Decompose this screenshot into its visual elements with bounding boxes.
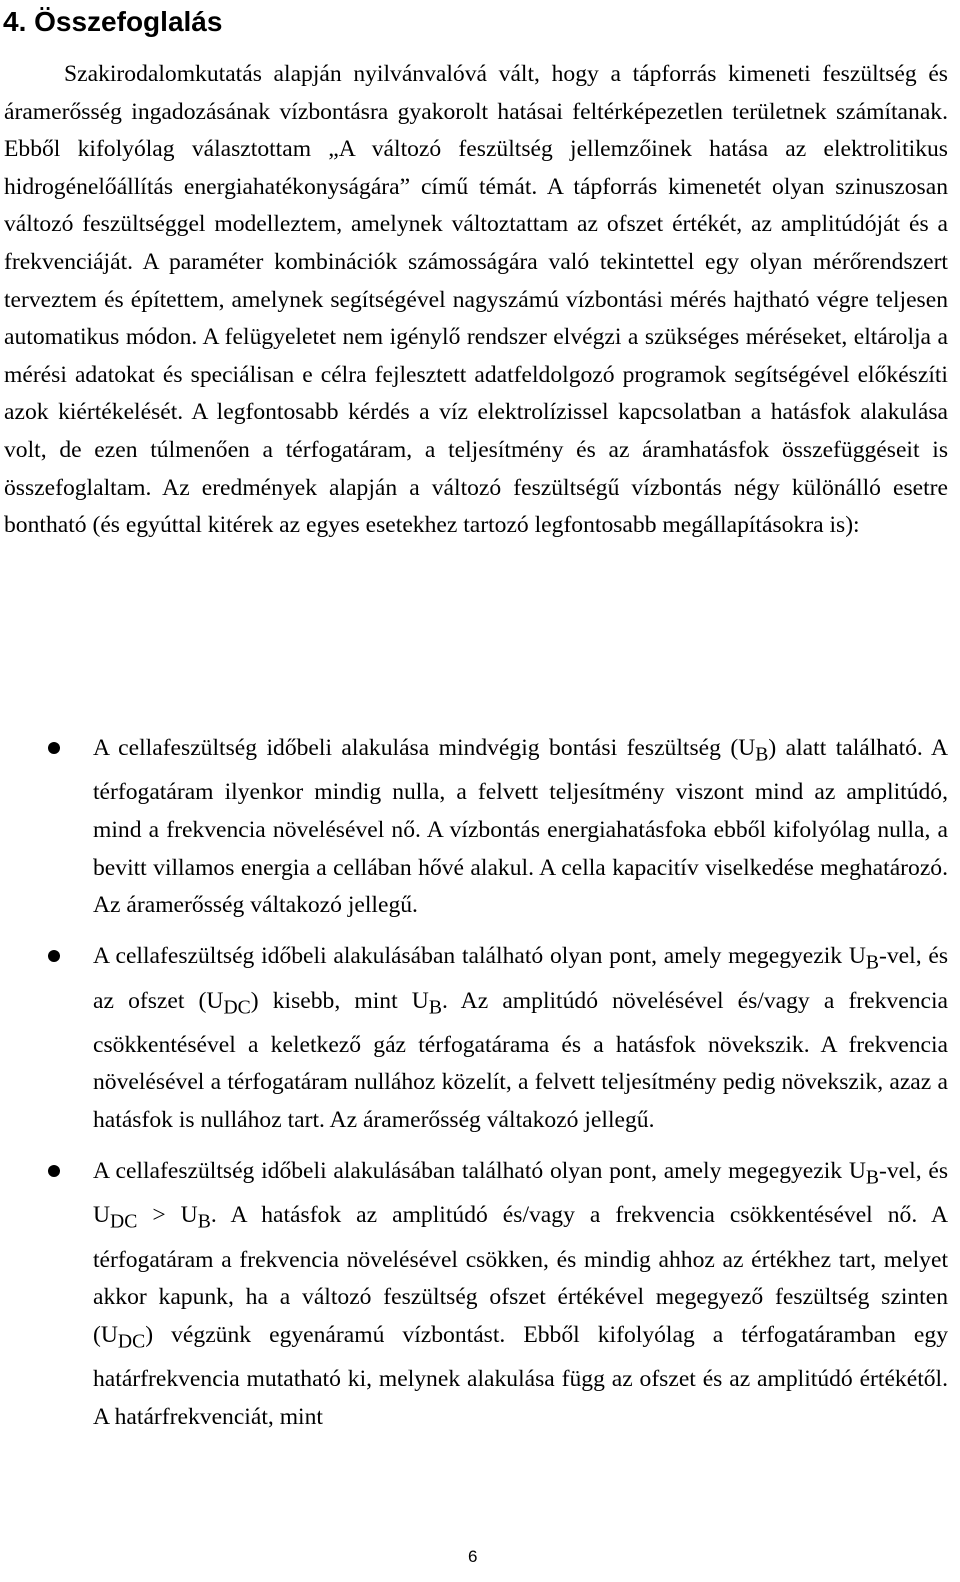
subscript: DC: [110, 1211, 138, 1234]
text-run: ) végzünk egyenáramú vízbontást. Ebből kifolyólag a térfogatáramban egy határfrekvencia mutatható ki, melynek alakulása függ az ofszet és az amplitúdó értékétől. A határfrekvenciát, mint: [93, 1321, 948, 1430]
list-item: [0, 938, 948, 1139]
text-run: ) alatt található. A térfogatáram ilyenkor mindig nulla, a felvett teljesítmény viszont mind az amplitúdó, mind a frekvencia növelésével nő. A vízbontás energiahatásfoka ebből kifolyólag nulla, a bevitt villamos energia a cellában hővé alakul. A cella kapacitív viselkedése meghatározó. Az áramerősség váltakozó jellegű.: [93, 735, 948, 919]
subscript: DC: [223, 996, 251, 1019]
subscript: DC: [117, 1330, 146, 1353]
text-run: . A hatásfok az amplitúdó és/vagy a frekvencia csökkentésével nő. A térfogatáram a frekvencia növelésével csökken, és mindig ahhoz az értékhez tart, melyet akkor kapunk, ha a változó feszültség ofszet értékével megegyező feszültség szinten (U: [93, 1202, 948, 1348]
subscript: B: [865, 1166, 880, 1189]
list-item: [0, 730, 948, 925]
text-run: A cellafeszültség időbeli alakulása mindvégig bontási feszültség (U: [93, 735, 756, 761]
bullet-icon: [48, 742, 60, 754]
list-item-text: [93, 938, 948, 1139]
summary-paragraph-text: Szakirodalomkutatás alapján nyilvánvalóvá vált, hogy a tápforrás kimeneti feszültség és áramerősség ingadozásának vízbontásra gyakorolt hatásai feltérképezetlen területnek számítanak. Ebből kifolyólag választottam „A változó feszültség jellemzőinek hatása az elektrolitikus hidrogénelőállítás energiahatékonyságára” című témát. A tápforrás kimenetét olyan szinuszosan változó feszültséggel modelleztem, amelynek változtattam az ofszet értékét, az amplitúdóját és a frekvenciáját. A paraméter kombinációk számosságára való tekintettel egy olyan mérőrendszert terveztem és építettem, amelynek segítségével nagyszámú vízbontási mérés hajtható végre teljesen automatikus módon. A felügyeletet nem igénylő rendszer elvégzi a szükséges méréseket, eltárolja a mérési adatokat és speciálisan e célra fejlesztett adatfeldolgozó programok segítségével előkészíti azok kiértékelését. A legfontosabb kérdés a víz elektrolízissel kapcsolatban a hatásfok alakulása volt, de ezen túlmenően a térfogatáram, a teljesítmény és az áramhatásfok összefüggéseit is összefoglaltam. Az eredmények alapján a változó feszültségű vízbontás négy különálló esetre bontható (és egyúttal kitérek az egyes esetekhez tartozó legfontosabb megállapításokra is):: [4, 61, 948, 539]
text-run: A cellafeszültség időbeli alakulásában található olyan pont, amely megegyezik U: [93, 1158, 866, 1185]
subscript: B: [865, 951, 880, 974]
page-number: 6: [468, 1547, 478, 1566]
text-run: -vel, és az ofszet (U: [93, 943, 948, 1014]
text-run: ) kisebb, mint U: [250, 987, 429, 1014]
findings-list: [0, 730, 948, 1436]
subscript: B: [197, 1211, 211, 1234]
text-run: -vel, és U: [93, 1158, 948, 1229]
subscript: B: [755, 743, 769, 766]
text-run: > U: [137, 1202, 198, 1229]
bullet-icon: [48, 1165, 60, 1177]
list-item-text: [93, 1153, 948, 1436]
text-run: A cellafeszültség időbeli alakulásában található olyan pont, amely megegyezik U: [93, 943, 866, 970]
summary-paragraph: [4, 56, 948, 545]
subscript: B: [428, 996, 442, 1019]
list-item-text: [93, 730, 948, 925]
bullet-icon: [48, 950, 60, 962]
text-run: . Az amplitúdó növelésével és/vagy a frekvencia csökkentésével a keletkező gáz térfogatárama és a hatásfok növekszik. A frekvencia növelésével a térfogatáram nullához közelít, a felvett teljesítmény pedig növekszik, azaz a hatásfok is nullához tart. Az áramerősség váltakozó jellegű.: [93, 987, 948, 1133]
section-heading: 4. Összefoglalás: [3, 6, 223, 37]
list-item: [0, 1153, 948, 1436]
